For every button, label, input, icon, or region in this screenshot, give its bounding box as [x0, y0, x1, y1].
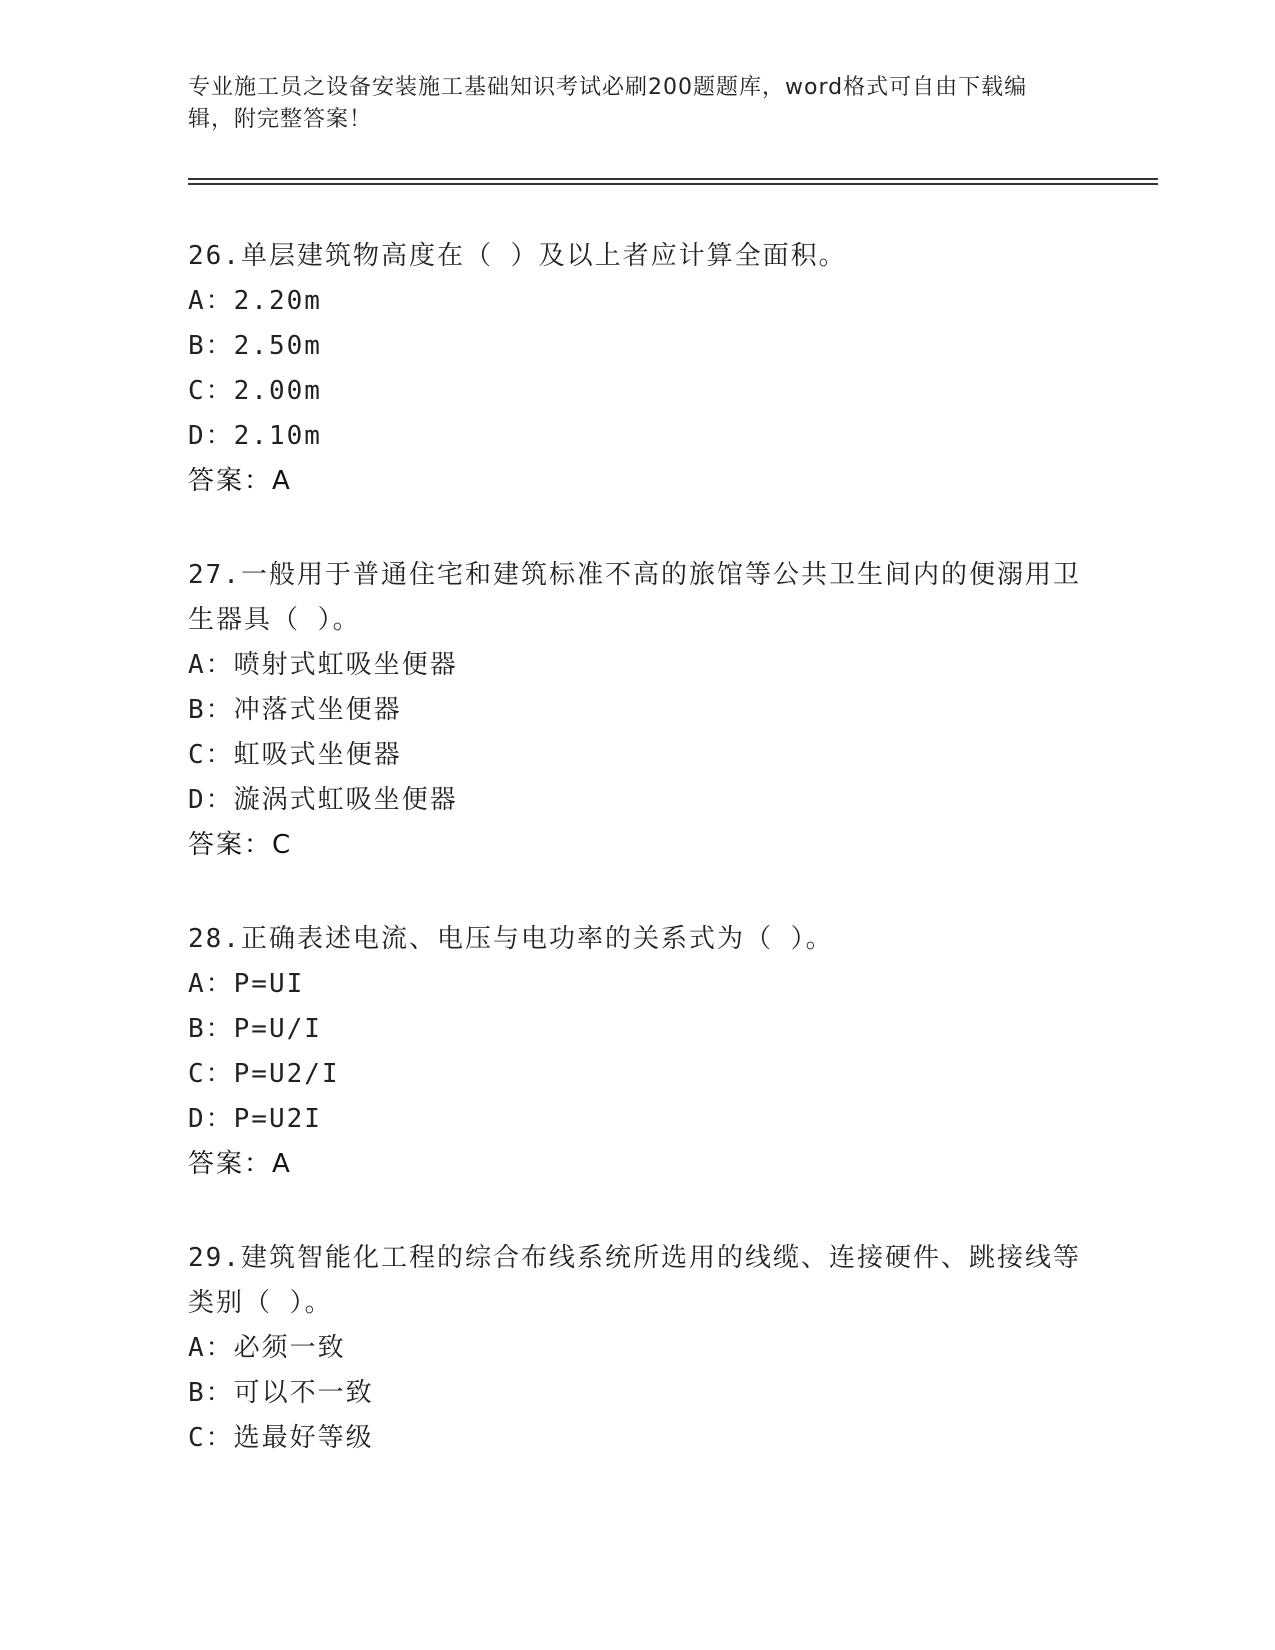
- option-b: B：2.50m: [188, 331, 322, 361]
- option-a: A：必须一致: [188, 1333, 346, 1363]
- question-stem: 27.一般用于普通住宅和建筑标准不高的旅馆等公共卫生间内的便溺用卫生器具（ ）。: [188, 560, 1081, 635]
- option-c: C：选最好等级: [188, 1423, 374, 1453]
- option-b: B：P=U/I: [188, 1014, 322, 1044]
- question-29: [188, 1236, 1088, 1461]
- option-a: A：喷射式虹吸坐便器: [188, 650, 458, 680]
- option-c: C：虹吸式坐便器: [188, 740, 402, 770]
- header-divider-bottom: [188, 183, 1158, 185]
- option-d: D：漩涡式虹吸坐便器: [188, 785, 458, 815]
- answer: 答案：A: [188, 466, 292, 496]
- document-header: 专业施工员之设备安装施工基础知识考试必刷200题题库，word格式可自由下载编辑，附完整答案！: [188, 75, 1028, 132]
- question-26: [188, 234, 1088, 504]
- option-a: A：2.20m: [188, 286, 322, 316]
- option-c: C：P=U2/I: [188, 1059, 340, 1089]
- option-b: B：可以不一致: [188, 1378, 374, 1408]
- option-c: C：2.00m: [188, 376, 322, 406]
- question-27: [188, 553, 1088, 868]
- answer: 答案：A: [188, 1149, 292, 1179]
- question-stem: 28.正确表述电流、电压与电功率的关系式为（ ）。: [188, 924, 834, 954]
- answer: 答案：C: [188, 830, 293, 860]
- option-a: A：P=UI: [188, 969, 305, 999]
- option-d: D：2.10m: [188, 421, 322, 451]
- question-28: [188, 917, 1088, 1187]
- question-stem: 26.单层建筑物高度在（ ）及以上者应计算全面积。: [188, 241, 847, 271]
- option-d: D：P=U2I: [188, 1104, 322, 1134]
- question-stem: 29.建筑智能化工程的综合布线系统所选用的线缆、连接硬件、跳接线等类别（ ）。: [188, 1243, 1081, 1318]
- option-b: B：冲落式坐便器: [188, 695, 402, 725]
- header-divider-top: [188, 178, 1158, 180]
